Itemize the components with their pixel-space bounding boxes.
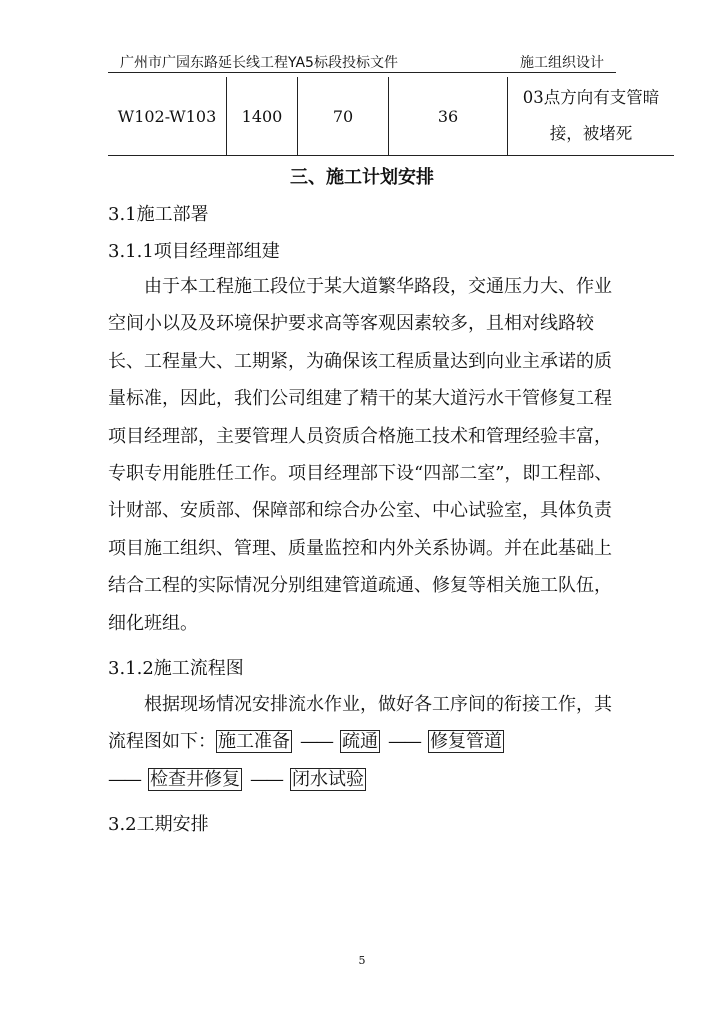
flow-step-repair-pipe: 修复管道 [430, 731, 502, 753]
page-header [108, 50, 616, 73]
flow-step-repair-well: 检查井修复 [150, 768, 240, 790]
page-number: 5 [358, 954, 366, 967]
pipe-inspection-table [108, 77, 674, 156]
note-line-1: 03点方向有支管暗 [522, 88, 660, 107]
heading-3-1: 3.1施工部署 [108, 204, 209, 225]
paragraph-3-1-1 [108, 268, 616, 642]
paragraph-text: 由于本工程施工段位于某大道繁华路段，交通压力大、作业空间小以及及环境保护要求高等客观因素较多，且相对线路较长、工程量大、工期紧，为确保该工程质量达到向业主承诺的质量标准，因此，我们公司组建了精干的某大道污水干管修复工程项目经理部，主要管理人员资质合格施工技术和管理经验丰富，专职专用能胜任工作。项目经理部下设“四部二室”，即工程部、计财部、安质部、保障部和综合办公室、中心试验室，具体负责项目施工组织、管理、质量监控和内外关系协调。并在此基础上结合工程的实际情况分别组建管道疏通、修复等相关施工队伍，细化班组。 [108, 276, 613, 634]
flow-step-dredge: 疏通 [342, 731, 378, 753]
flow-step-prepare: 施工准备 [218, 731, 290, 753]
section-title: 三、施工计划安排 [290, 167, 434, 188]
heading-3-1-2: 3.1.2施工流程图 [108, 658, 244, 679]
header-section-title: 施工组织设计 [520, 55, 604, 71]
flow-arrow: —— [108, 768, 140, 790]
cell-value-a: 70 [298, 77, 389, 156]
flow-arrow: —— [388, 731, 420, 753]
heading-3-1-1: 3.1.1项目经理部组建 [108, 241, 280, 262]
note-line-2: 接，被堵死 [549, 124, 633, 143]
flow-paragraph [108, 686, 618, 798]
cell-segment: W102-W103 [108, 77, 227, 156]
flow-arrow: —— [300, 731, 332, 753]
heading-3-2: 3.2工期安排 [108, 814, 209, 835]
flow-arrow: —— [250, 768, 282, 790]
flow-step-water-test: 闭水试验 [292, 768, 364, 790]
cell-length: 1400 [227, 77, 298, 156]
cell-value-b: 36 [389, 77, 508, 156]
table-row [108, 77, 674, 156]
cell-note [508, 77, 675, 156]
flow-intro: 根据现场情况安排流水作业，做好各工序间的衔接工作，其流程图如下： [108, 694, 612, 753]
header-document-title: 广州市广园东路延长线工程YA5标段投标文件 [120, 55, 398, 71]
